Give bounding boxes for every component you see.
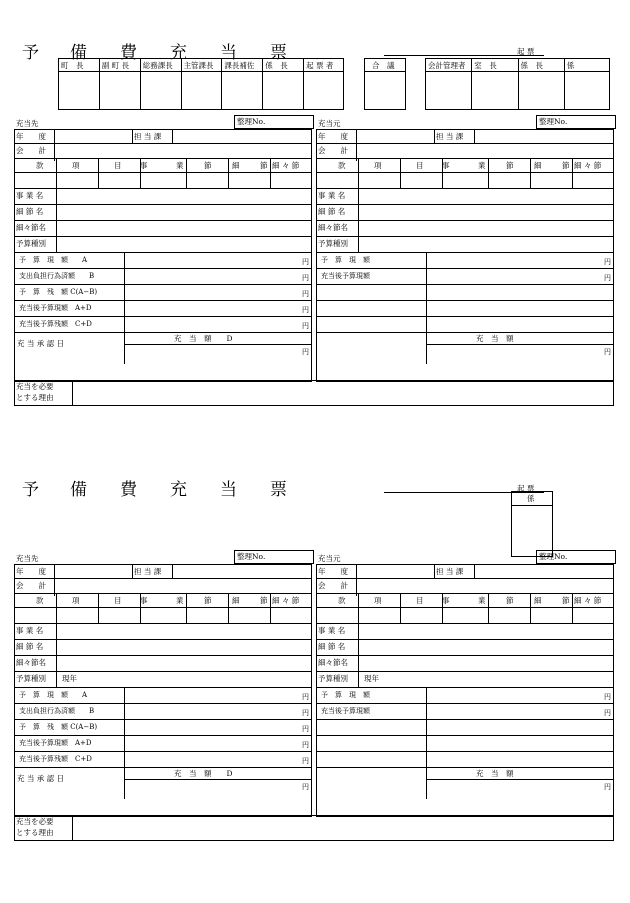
rule-line (221, 58, 222, 110)
shonin-label: 充 当 承 認 日 (17, 339, 65, 348)
amount-label: 充当後予算残額 C+D (19, 755, 92, 763)
rule-line (14, 316, 312, 317)
code-header: 事 (140, 161, 148, 170)
form-title-char: 充 (170, 43, 187, 63)
rule-line (14, 751, 312, 752)
rule-line (316, 204, 614, 205)
rule-line (14, 143, 312, 144)
yen-unit: 円 (604, 258, 611, 266)
code-header: 節 (506, 161, 514, 170)
saisaisetsu-label: 細々節名 (16, 223, 46, 232)
rule-line (124, 332, 125, 364)
rule-line (124, 687, 125, 767)
amount-label: 充当後予算現額 (321, 707, 370, 715)
rule-line (316, 158, 614, 159)
rule-line (471, 58, 472, 110)
yen-unit: 円 (302, 783, 309, 791)
rule-line (124, 767, 125, 799)
approval-cell-label: 主管課長 (183, 61, 214, 70)
code-header: 節 (506, 596, 514, 605)
amount-label: 支出負担行為済額 B (19, 272, 95, 280)
section-header: 充当先 (16, 554, 39, 563)
rule-line (316, 300, 614, 301)
rule-line (228, 593, 229, 623)
yen-unit: 円 (604, 709, 611, 717)
kaikei-label: 会 計 (16, 146, 46, 155)
rule-line (14, 172, 312, 173)
rule-line (316, 655, 614, 656)
form-title-char: 当 (220, 43, 237, 63)
code-header: 款 (36, 596, 44, 605)
rule-line (14, 607, 312, 608)
rule-line (316, 143, 614, 144)
rule-line (572, 593, 573, 623)
juto-gaku-label: 充 当 額 (476, 769, 514, 778)
juto-gaku-label: 充 当 額 (476, 334, 514, 343)
kihyo-label: 起 票 (517, 47, 535, 56)
jigyo-label: 事 業 名 (318, 626, 346, 635)
rule-line (316, 252, 614, 253)
nendo-label: 年 度 (318, 567, 348, 576)
rule-line (132, 129, 133, 143)
reason-label: 充当を必要 (16, 817, 54, 826)
rule-line (316, 735, 614, 736)
seiri-label: 整理No. (539, 552, 568, 561)
rule-line (364, 71, 406, 72)
reason-label-2: とする理由 (16, 828, 54, 837)
saisetsu-label: 細 節 名 (16, 207, 44, 216)
rule-line (572, 158, 573, 188)
rule-line (316, 703, 614, 704)
rule-line (426, 332, 427, 364)
rule-line (425, 71, 610, 72)
saisetsu-label: 細 節 名 (16, 642, 44, 651)
form-title-char: 費 (120, 43, 137, 63)
yen-unit: 円 (604, 274, 611, 282)
rule-line (434, 564, 435, 578)
yen-unit: 円 (302, 290, 309, 298)
rule-line (270, 593, 271, 623)
rule-line (316, 188, 614, 189)
rule-line (98, 593, 99, 623)
amount-label: 予 算 残 額 C(A−B) (19, 288, 98, 296)
saisetsu-label: 細 節 名 (318, 207, 346, 216)
rule-line (426, 344, 614, 345)
rule-line (564, 58, 565, 110)
kaikei-label: 会 計 (318, 581, 348, 590)
rule-line (99, 58, 100, 110)
rule-line (124, 779, 312, 780)
code-header: 節 (260, 161, 268, 170)
rule-line (316, 751, 614, 752)
tanto-label: 担 当 課 (436, 567, 464, 576)
amount-label: 充当後予算残額 C+D (19, 320, 92, 328)
rule-line (14, 204, 312, 205)
jigyo-label: 事 業 名 (16, 191, 44, 200)
rule-line (14, 655, 312, 656)
rule-line (518, 58, 519, 110)
yen-unit: 円 (302, 322, 309, 330)
rule-line (316, 767, 614, 768)
rule-line (316, 332, 614, 333)
yen-unit: 円 (302, 709, 309, 717)
rule-line (56, 623, 57, 687)
seiri-label: 整理No. (237, 117, 266, 126)
rule-line (530, 158, 531, 188)
form-title-char: 充 (170, 480, 187, 500)
rule-line (54, 129, 55, 161)
rule-line (474, 129, 475, 143)
rule-line (316, 623, 614, 624)
kaikei-label: 会 計 (16, 581, 46, 590)
code-header: 細 々 節 (574, 596, 602, 605)
rule-line (316, 593, 614, 594)
rule-line (14, 284, 312, 285)
code-header: 事 (442, 596, 450, 605)
rule-line (14, 687, 312, 688)
code-header: 目 (416, 596, 424, 605)
shonin-label: 充 当 承 認 日 (17, 774, 65, 783)
code-header: 細 々 節 (574, 161, 602, 170)
code-header: 目 (114, 596, 122, 605)
yosan_shubetsu-label: 予算種別 (16, 674, 46, 683)
saisaisetsu-label: 細々節名 (318, 658, 348, 667)
amount-label: 予 算 現 額 (321, 256, 370, 264)
code-header: 目 (114, 161, 122, 170)
rule-line (124, 344, 312, 345)
approval-cell-label: 町 長 (61, 61, 84, 70)
section-header: 充当元 (318, 119, 341, 128)
code-header: 細 (232, 161, 240, 170)
form-title-char: 備 (70, 43, 87, 63)
code-header: 業 (478, 161, 486, 170)
rule-line (356, 129, 357, 161)
rule-line (14, 623, 312, 624)
rule-line (58, 71, 344, 72)
yen-unit: 円 (302, 306, 309, 314)
rule-line (228, 158, 229, 188)
yen-unit: 円 (604, 693, 611, 701)
yosan_shubetsu-label: 予算種別 (318, 674, 348, 683)
rule-line (426, 779, 614, 780)
rule-line (56, 188, 57, 252)
rule-line (316, 719, 614, 720)
rule-line (172, 129, 173, 143)
yen-unit: 円 (604, 783, 611, 791)
rule-line (400, 593, 401, 623)
kihyo-label: 起 票 (517, 484, 535, 493)
rule-line (14, 220, 312, 221)
rule-line (316, 316, 614, 317)
rule-line (400, 158, 401, 188)
rule-line (72, 815, 73, 841)
rule-line (356, 564, 357, 596)
shubetsu-value: 現年 (364, 674, 379, 683)
reason-box (14, 380, 614, 406)
code-header: 項 (72, 596, 80, 605)
rule-line (56, 158, 57, 188)
yen-unit: 円 (302, 725, 309, 733)
code-header: 細 (534, 596, 542, 605)
rule-line (426, 687, 427, 767)
tanto-label: 担 当 課 (436, 132, 464, 141)
rule-line (14, 252, 312, 253)
rule-line (14, 188, 312, 189)
rule-line (316, 268, 614, 269)
amount-label: 充当後予算現額 A+D (19, 739, 92, 747)
kaikei-approval-label: 室 長 (474, 61, 497, 70)
code-header: 業 (176, 161, 184, 170)
yosan_shubetsu-label: 予算種別 (318, 239, 348, 248)
nendo-label: 年 度 (318, 132, 348, 141)
code-header: 項 (374, 596, 382, 605)
code-header: 事 (140, 596, 148, 605)
goui-label: 合 議 (372, 61, 395, 70)
amount-label: 予 算 現 額 (321, 691, 370, 699)
yen-unit: 円 (302, 258, 309, 266)
rule-line (488, 158, 489, 188)
code-header: 節 (204, 596, 212, 605)
yen-unit: 円 (604, 348, 611, 356)
rule-line (14, 158, 312, 159)
code-header: 目 (416, 161, 424, 170)
rule-line (54, 564, 55, 596)
rule-line (14, 236, 312, 237)
code-header: 細 々 節 (272, 596, 300, 605)
juto-gaku-label: 充 当 額 D (174, 334, 233, 343)
juto-gaku-label: 充 当 額 D (174, 769, 233, 778)
rule-line (14, 719, 312, 720)
rule-line (14, 703, 312, 704)
amount-label: 予 算 現 額 A (19, 256, 88, 264)
approval-cell-label: 総務課長 (142, 61, 173, 70)
tanto-label: 担 当 課 (134, 567, 162, 576)
form-title-char: 備 (70, 480, 87, 500)
form-title-char: 予 (22, 480, 39, 500)
rule-line (124, 252, 125, 332)
yen-unit: 円 (302, 274, 309, 282)
yen-unit: 円 (302, 757, 309, 765)
stamp-label: 係 (527, 494, 535, 503)
rule-line (316, 607, 614, 608)
nendo-label: 年 度 (16, 567, 46, 576)
rule-line (488, 593, 489, 623)
approval-cell-label: 課長補佐 (224, 61, 255, 70)
rule-line (358, 188, 359, 252)
code-header: 細 (534, 161, 542, 170)
code-header: 款 (338, 596, 346, 605)
rule-line (358, 593, 359, 623)
rule-line (14, 268, 312, 269)
approval-cell-label: 起 票 者 (306, 61, 334, 70)
section-header: 充当先 (16, 119, 39, 128)
rule-line (270, 158, 271, 188)
rule-line (14, 578, 312, 579)
rule-line (98, 158, 99, 188)
reason-label-2: とする理由 (16, 393, 54, 402)
rule-line (358, 158, 359, 188)
rule-line (14, 735, 312, 736)
yosan_shubetsu-label: 予算種別 (16, 239, 46, 248)
jigyo-label: 事 業 名 (16, 626, 44, 635)
code-header: 事 (442, 161, 450, 170)
kaikei-approval-label: 会計管理者 (428, 61, 466, 70)
rule-line (14, 671, 312, 672)
rule-line (358, 623, 359, 687)
rule-line (172, 564, 173, 578)
rule-line (14, 300, 312, 301)
code-header: 項 (374, 161, 382, 170)
rule-line (316, 236, 614, 237)
code-header: 節 (204, 161, 212, 170)
amount-label: 予 算 残 額 C(A−B) (19, 723, 98, 731)
code-header: 細 (232, 596, 240, 605)
rule-line (262, 58, 263, 110)
rule-line (434, 129, 435, 143)
jigyo-label: 事 業 名 (318, 191, 346, 200)
rule-line (14, 332, 312, 333)
rule-line (181, 58, 182, 110)
saisaisetsu-label: 細々節名 (318, 223, 348, 232)
nendo-label: 年 度 (16, 132, 46, 141)
code-header: 節 (562, 596, 570, 605)
amount-label: 充当後予算現額 A+D (19, 304, 92, 312)
yen-unit: 円 (302, 693, 309, 701)
rule-line (316, 687, 614, 688)
rule-line (474, 564, 475, 578)
rule-line (140, 58, 141, 110)
rule-line (14, 639, 312, 640)
rule-line (14, 593, 312, 594)
saisetsu-label: 細 節 名 (318, 642, 346, 651)
amount-label: 充当後予算現額 (321, 272, 370, 280)
kaikei-approval-label: 係 (566, 61, 575, 70)
approval-cell-label: 係 長 (265, 61, 288, 70)
rule-line (316, 671, 614, 672)
rule-line (530, 593, 531, 623)
rule-line (316, 639, 614, 640)
rule-line (303, 58, 304, 110)
rule-line (316, 578, 614, 579)
rule-line (56, 593, 57, 623)
yen-unit: 円 (302, 348, 309, 356)
rule-line (72, 380, 73, 406)
form-title-char: 費 (120, 480, 137, 500)
code-header: 項 (72, 161, 80, 170)
form-title-char: 票 (270, 43, 287, 63)
section-header: 充当元 (318, 554, 341, 563)
code-header: 業 (478, 596, 486, 605)
rule-line (511, 505, 553, 506)
rule-line (316, 172, 614, 173)
reason-label: 充当を必要 (16, 382, 54, 391)
seiri-label: 整理No. (237, 552, 266, 561)
saisaisetsu-label: 細々節名 (16, 658, 46, 667)
rule-line (186, 593, 187, 623)
rule-line (316, 284, 614, 285)
approval-cell-label: 副 町 長 (101, 61, 130, 70)
code-header: 業 (176, 596, 184, 605)
amount-label: 予 算 現 額 A (19, 691, 88, 699)
rule-line (426, 252, 427, 332)
amount-label: 支出負担行為済額 B (19, 707, 95, 715)
rule-line (316, 220, 614, 221)
code-header: 細 々 節 (272, 161, 300, 170)
code-header: 節 (562, 161, 570, 170)
reason-box (14, 815, 614, 841)
code-header: 款 (338, 161, 346, 170)
rule-line (186, 158, 187, 188)
rule-line (14, 767, 312, 768)
kaikei-label: 会 計 (318, 146, 348, 155)
tanto-label: 担 当 課 (134, 132, 162, 141)
seiri-label: 整理No. (539, 117, 568, 126)
form-title-char: 票 (270, 480, 287, 500)
code-header: 款 (36, 161, 44, 170)
yen-unit: 円 (302, 741, 309, 749)
shubetsu-value: 現年 (62, 674, 77, 683)
form-title-char: 当 (220, 480, 237, 500)
rule-line (132, 564, 133, 578)
code-header: 節 (260, 596, 268, 605)
rule-line (426, 767, 427, 799)
form-title-char: 予 (22, 43, 39, 63)
kaikei-approval-label: 係 長 (520, 61, 543, 70)
